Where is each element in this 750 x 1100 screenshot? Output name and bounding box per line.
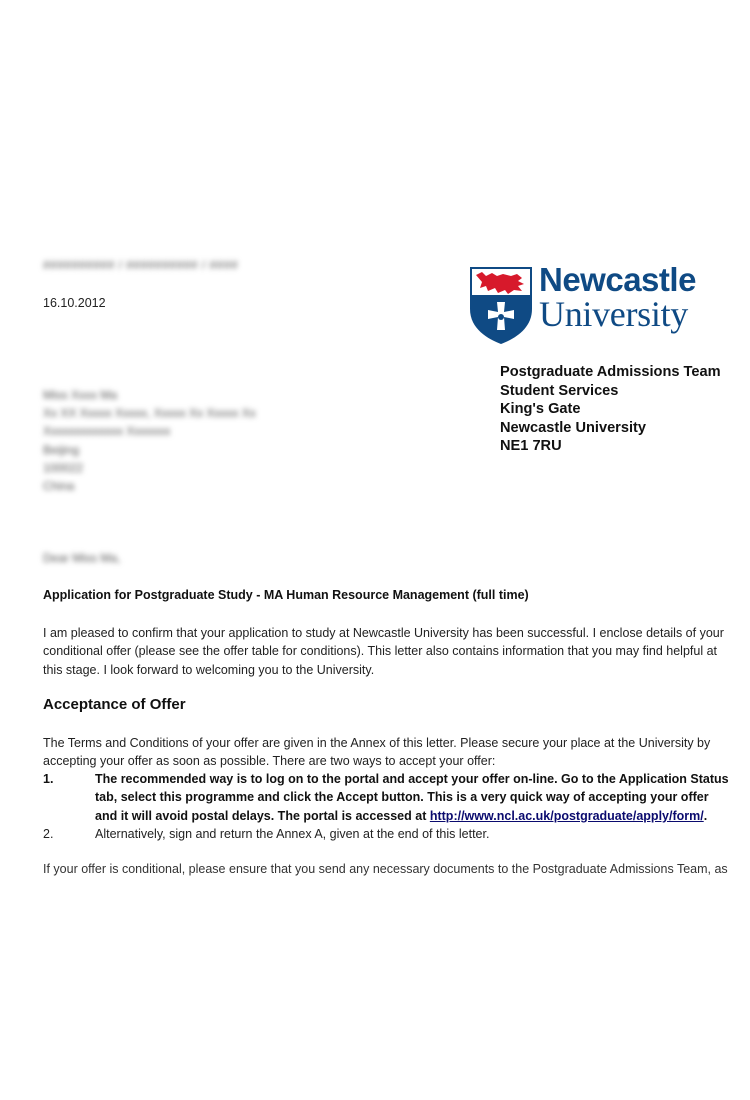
sender-address-line: NE1 7RU bbox=[500, 438, 562, 454]
option-text: The recommended way is to log on to the portal and accept your offer on-line. Go to the Application Status tab, select this programme and click the Accept button. This is a very quick way of accepting your offer and it will avoid postal delays. The portal is accessed at bbox=[95, 772, 729, 823]
recipient-line: China bbox=[43, 479, 75, 494]
logo-wordmark-newcastle: Newcastle bbox=[539, 261, 696, 298]
sender-address-line: Postgraduate Admissions Team bbox=[500, 364, 721, 380]
recipient-line: Xxxxxxxxxxxxx Xxxxxxx bbox=[43, 424, 171, 439]
acceptance-options-list bbox=[43, 770, 733, 844]
sender-address-line: King's Gate bbox=[500, 401, 581, 417]
option-suffix: . bbox=[703, 808, 708, 823]
university-crest-icon bbox=[468, 265, 534, 345]
letter-date: 16.10.2012 bbox=[43, 296, 106, 310]
acceptance-paragraph: The Terms and Conditions of your offer are given in the Annex of this letter. Please secure your place at the University by accepting your offer as soon as possible. There are two ways to accept your offer: bbox=[43, 736, 711, 769]
recipient-address-redacted bbox=[43, 386, 256, 495]
intro-paragraph: I am pleased to confirm that your application to study at Newcastle University has been successful. I enclose details of your conditional offer (please see the offer table for conditions). This letter also contains information that you may find helpful at this stage. I look forward to welcoming you to the University. bbox=[43, 626, 724, 677]
sender-address bbox=[500, 363, 721, 456]
acceptance-option-online bbox=[43, 770, 733, 825]
portal-link[interactable]: http://www.ncl.ac.uk/postgraduate/apply/form/ bbox=[429, 808, 704, 823]
option-number: 1. bbox=[43, 772, 54, 786]
section-heading: Acceptance of Offer bbox=[43, 696, 186, 713]
reference-number-redacted: ########## / ########## / #### bbox=[43, 258, 239, 272]
recipient-line: Beijing bbox=[43, 442, 80, 457]
recipient-line: Miss Xxxx Ma bbox=[43, 388, 118, 402]
university-logo bbox=[468, 261, 708, 345]
logo-wordmark-university: University bbox=[539, 294, 688, 334]
sender-address-line: Student Services bbox=[500, 382, 619, 399]
option-number: 2. bbox=[43, 827, 54, 842]
sender-address-line: Newcastle University bbox=[500, 419, 647, 436]
recipient-line: Xx XX Xxxxx Xxxxx, Xxxxx Xx Xxxxx Xx bbox=[43, 406, 256, 421]
option-text: Alternatively, sign and return the Annex A, given at the end of this letter. bbox=[95, 827, 490, 842]
salutation-redacted: Dear Miss Ma, bbox=[43, 551, 121, 565]
truncated-paragraph: If your offer is conditional, please ensure that you send any necessary documents to the Postgraduate Admissions Team, as bbox=[43, 862, 728, 876]
letter-subject: Application for Postgraduate Study - MA Human Resource Management (full time) bbox=[43, 588, 529, 602]
acceptance-option-annex bbox=[43, 825, 733, 843]
recipient-line: 100022 bbox=[43, 460, 84, 475]
